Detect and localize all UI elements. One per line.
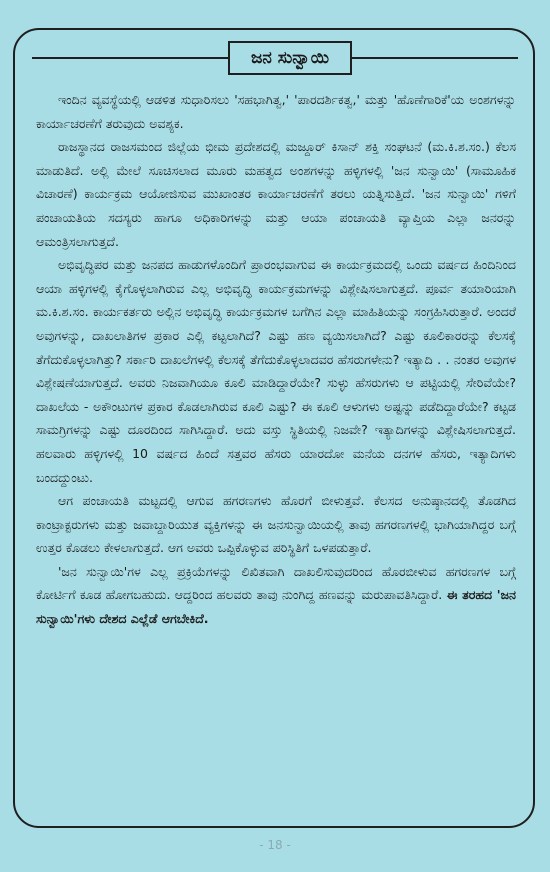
- page-number: - 18 -: [259, 838, 291, 852]
- paragraph-1: ಇಂದಿನ ವ್ಯವಸ್ಥೆಯಲ್ಲಿ ಆಡಳಿತ ಸುಧಾರಿಸಲು 'ಸಹಭಾಗಿತ್ವ,' 'ಪಾರದರ್ಶಿಕತ್ವ,' ಮತ್ತು 'ಹೊಣೆಗಾರಿಕೆ'ಯ ಅಂಶಗಳನ್ನು ಕಾರ್ಯಾಚರಣೆಗೆ ತರುವುದು ಅವಶ್ಯಕ.: [36, 92, 516, 131]
- paragraph-3: ಅಭಿವೃದ್ಧಿಪರ ಮತ್ತು ಜನಪದ ಹಾಡುಗಳೊಂದಿಗೆ ಪ್ರಾರಂಭವಾಗುವ ಈ ಕಾರ್ಯಕ್ರಮದಲ್ಲಿ ಒಂದು ವರ್ಷದ ಹಿಂದಿನಿಂದ ಆಯಾ ಹಳ್ಳಿಗಳಲ್ಲಿ ಕೈಗೊಳ್ಳಲಾಗಿರುವ ಎಲ್ಲ ಅಭಿವೃದ್ಧಿ ಕಾರ್ಯಕ್ರಮಗಳನ್ನು ವಿಶ್ಲೇಷಿಸಲಾಗುತ್ತದೆ. ಪೂರ್ವ ತಯಾರಿಯಾಗಿ ಮ.ಕಿ.ಶ.ಸಂ. ಕಾರ್ಯಕರ್ತರು ಅಲ್ಲಿನ ಅಭಿವೃದ್ಧಿ ಕಾರ್ಯಕ್ರಮಗಳ ಬಗೆಗಿನ ಎಲ್ಲಾ ಮಾಹಿತಿಯನ್ನು ಸಂಗ್ರಹಿಸಿರುತ್ತಾರೆ. ಅಂದರೆ ಅವುಗಳನ್ನು, ದಾಖಲಾತಿಗಳ ಪ್ರಕಾರ ಎಲ್ಲಿ ಕಟ್ಟಲಾಗಿದೆ? ಎಷ್ಟು ಹಣ ವ್ಯಯಿಸಲಾಗಿದೆ? ಎಷ್ಟು ಕೂಲಿಕಾರರನ್ನು ಕೆಲಸಕ್ಕೆ ತೆಗೆದುಕೊಳ್ಳಲಾಗಿತ್ತು? ಸರ್ಕಾರಿ ದಾಖಲೆಗಳಲ್ಲಿ ಕೆಲಸಕ್ಕೆ ತೆಗೆದುಕೊಳ್ಳಲಾದವರ ಹೆಸರುಗಳೇನು? ಇತ್ಯಾದಿ . . ನಂತರ ಅವುಗಳ ವಿಶ್ಲೇಷಣೆಯಾಗುತ್ತದೆ. ಅವರು ನಿಜವಾಗಿಯೂ ಕೂಲಿ ಮಾಡಿದ್ದಾರೆಯೇ? ಸುಳ್ಳು ಹೆಸರುಗಳು ಆ ಪಟ್ಟಿಯಲ್ಲಿ ಸೇರಿವೆಯೇ? ದಾಖಲೆಯ - ಅಕೌಂಟುಗಳ ಪ್ರಕಾರ ಕೊಡಲಾಗಿರುವ ಕೂಲಿ ಎಷ್ಟು? ಈ ಕೂಲಿ ಆಳುಗಳು ಅಷ್ಟನ್ನು ಪಡೆದಿದ್ದಾರೆಯೇ? ಕಟ್ಟಡ ಸಾಮಗ್ರಿಗಳನ್ನು ಎಷ್ಟು ದೂರದಿಂದ ಸಾಗಿಸಿದ್ದಾರೆ. ಅದು ವಸ್ತು ಸ್ಥಿತಿಯಲ್ಲಿ ನಿಜವೇ? ಇತ್ಯಾದಿಗಳನ್ನು ವಿಶ್ಲೇಷಿಸಲಾಗುತ್ತದೆ. ಹಲವಾರು ಹಳ್ಳಿಗಳಲ್ಲಿ 10 ವರ್ಷದ ಹಿಂದೆ ಸತ್ತವರ ಹೆಸರು ಯಾರದೋ ಮನೆಯ ದನಗಳ ಹೆಸರು, ಇತ್ಯಾದಿಗಳು ಬಂದದ್ದುಂಟು.: [36, 257, 516, 485]
- paragraph-5: [36, 560, 516, 631]
- paragraph-5-text: 'ಜನ ಸುನ್ವಾಯಿ'ಗಳ ಎಲ್ಲ ಪ್ರಕ್ರಿಯೆಗಳನ್ನು ಲಿಖಿತವಾಗಿ ದಾಖಲಿಸುವುದರಿಂದ ಹೊರಬೀಳುವ ಹಗರಣಗಳ ಬಗ್ಗೆ ಕೋರ್ಟಿಗೆ ಕೂಡ ಹೋಗಬಹುದು. ಆದ್ದರಿಂದ ಹಲವರು ತಾವು ನುಂಗಿದ್ದ ಹಣವನ್ನು ಮರುಪಾವತಿಸಿದ್ದಾರೆ.: [36, 563, 516, 603]
- page-title: ಜನ ಸುನ್ವಾಯಿ: [228, 41, 352, 75]
- paragraph-4: ಆಗ ಪಂಚಾಯತಿ ಮಟ್ಟದಲ್ಲಿ ಆಗುವ ಹಗರಣಗಳು ಹೊರಗೆ ಬೀಳುತ್ತವೆ. ಕೆಲಸದ ಅನುಷ್ಠಾನದಲ್ಲಿ ತೊಡಗಿದ ಕಾಂಟ್ರಾಕ್ಟರುಗಳು ಮತ್ತು ಜವಾಬ್ದಾರಿಯುತ ವ್ಯಕ್ತಿಗಳನ್ನು ಈ ಜನಸುನ್ವಾಯಿಯಲ್ಲಿ ತಾವು ಹಗರಣಗಳಲ್ಲಿ ಭಾಗಿಯಾಗಿದ್ದರ ಬಗ್ಗೆ ಉತ್ತರ ಕೊಡಲು ಕೇಳಲಾಗುತ್ತದೆ. ಆಗ ಅವರು ಒಪ್ಪಿಕೊಳ್ಳುವ ಪರಿಸ್ಥಿತಿಗೆ ಒಳಪಡುತ್ತಾರೆ.: [36, 493, 516, 556]
- article-body: [36, 88, 516, 631]
- paragraph-2: ರಾಜಸ್ಥಾನದ ರಾಜಸಮಂದ ಜಿಲ್ಲೆಯ ಭೀಮ ಪ್ರದೇಶದಲ್ಲಿ ಮಜ್ದೂರ್ ಕಿಸಾನ್ ಶಕ್ತಿ ಸಂಘಟನೆ (ಮ.ಕಿ.ಶ.ಸಂ.) ಕೆಲಸ ಮಾಡುತಿದೆ. ಅಲ್ಲಿ ಮೇಲೆ ಸೂಚಿಸಲಾದ ಮೂರು ಮಹತ್ವದ ಅಂಶಗಳನ್ನು ಹಳ್ಳಿಗಳಲ್ಲಿ 'ಜನ ಸುನ್ವಾಯಿ' (ಸಾಮೂಹಿಕ ವಿಚಾರಣೆ) ಕಾರ್ಯಕ್ರಮ ಆಯೋಜಿಸುವ ಮುಖಾಂತರ ಕಾರ್ಯಾಚರಣೆಗೆ ತರಲು ಯತ್ನಿಸುತ್ತಿದೆ. 'ಜನ ಸುನ್ವಾಯಿ' ಗಳಿಗೆ ಪಂಚಾಯತಿಯ ಸದಸ್ಯರು ಹಾಗೂ ಅಧಿಕಾರಿಗಳನ್ನು ಮತ್ತು ಆಯಾ ಪಂಚಾಯತಿ ವ್ಯಾಪ್ತಿಯ ಎಲ್ಲಾ ಜನರನ್ನು ಆಮಂತ್ರಿಸಲಾಗುತ್ತದೆ.: [36, 139, 516, 249]
- closing-statement: ಈ ತರಹದ 'ಜನ ಸುನ್ವಾಯಿ'ಗಳು ದೇಶದ ಎಲ್ಲೆಡೆ ಆಗಬೇಕಿದೆ.: [36, 587, 516, 627]
